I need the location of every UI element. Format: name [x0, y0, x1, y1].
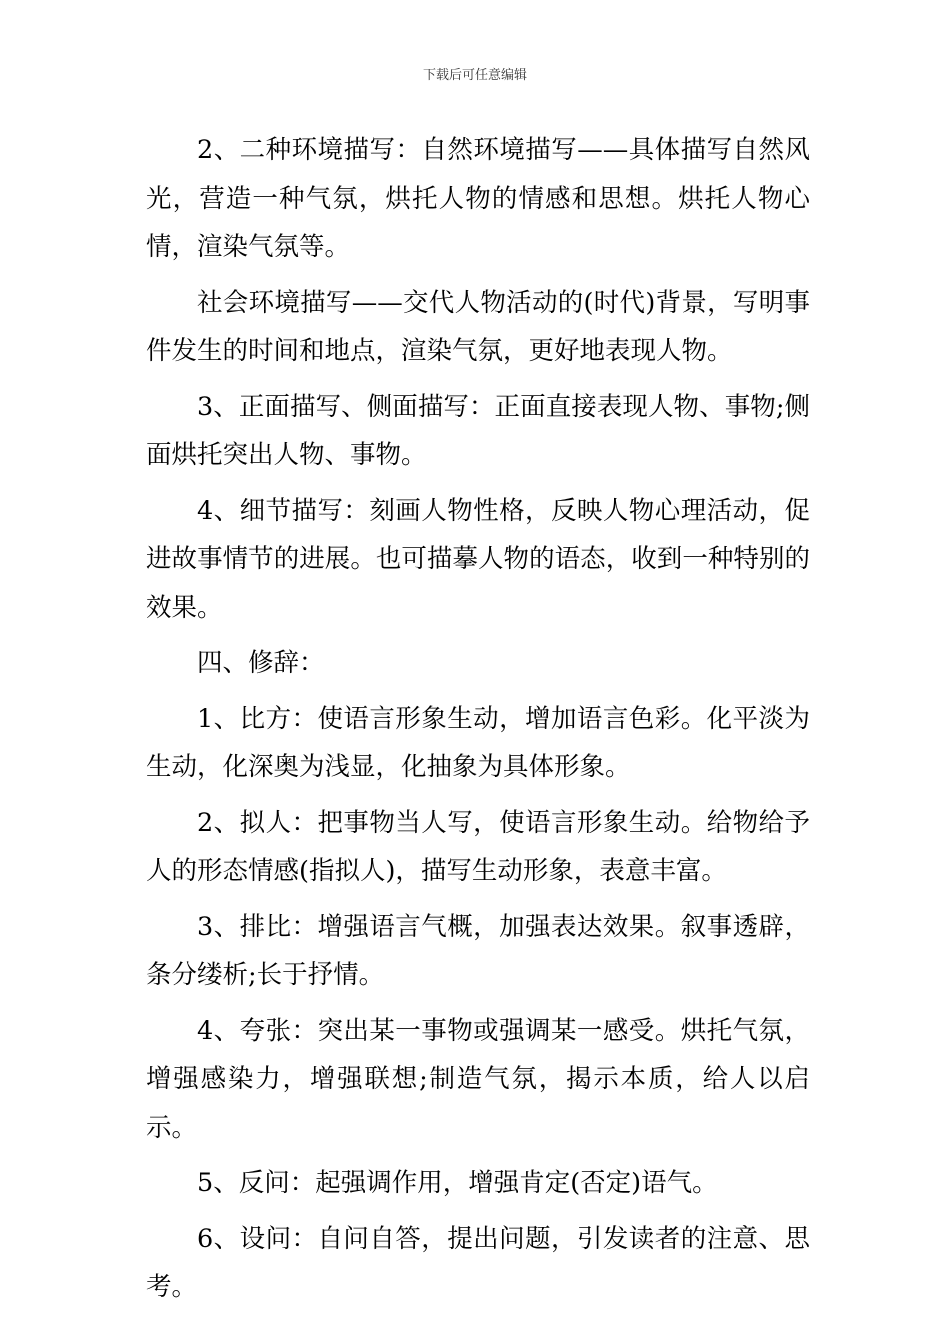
paragraph-environment-description: 2、二种环境描写：自然环境描写——具体描写自然风光，营造一种气氛，烘托人物的情感和思想。烘托人物心情，渲染气氛等。: [146, 135, 810, 262]
paragraph-hyperbole: 4、夸张：突出某一事物或强调某一感受。烘托气氛，增强感染力，增强联想;制造气氛，揭示本质，给人以启示。: [146, 1015, 810, 1143]
paragraph-direct-indirect-description: 3、正面描写、侧面描写：正面直接表现人物、事物;侧面烘托突出人物、事物。: [146, 391, 810, 470]
document-body: [146, 126, 810, 1319]
paragraph-metaphor: 1、比方：使语言形象生动，增加语言色彩。化平淡为生动，化深奥为浅显，化抽象为具体形象。: [146, 703, 810, 782]
paragraph-rhetorical-question: 5、反问：起强调作用，增强肯定(否定)语气。: [197, 1168, 718, 1198]
section-heading-rhetoric: 四、修辞：: [197, 648, 325, 678]
paragraph-personification: 2、拟人：把事物当人写，使语言形象生动。给物给予人的形态情感(指拟人)，描写生动形象，表意丰富。: [146, 807, 810, 886]
paragraph-parallelism: 3、排比：增强语言气概，加强表达效果。叙事透辟，条分缕析;长于抒情。: [146, 911, 810, 990]
paragraph-social-environment: 社会环境描写——交代人物活动的(时代)背景，写明事件发生的时间和地点，渲染气氛，更好地表现人物。: [146, 287, 810, 366]
page-header-note: 下载后可任意编辑: [422, 68, 527, 83]
paragraph-detail-description: 4、细节描写：刻画人物性格，反映人物心理活动，促进故事情节的进展。也可描摹人物的语态，收到一种特别的效果。: [146, 495, 810, 623]
paragraph-self-answered-question: 6、设问：自问自答，提出问题，引发读者的注意、思考。: [146, 1223, 810, 1302]
